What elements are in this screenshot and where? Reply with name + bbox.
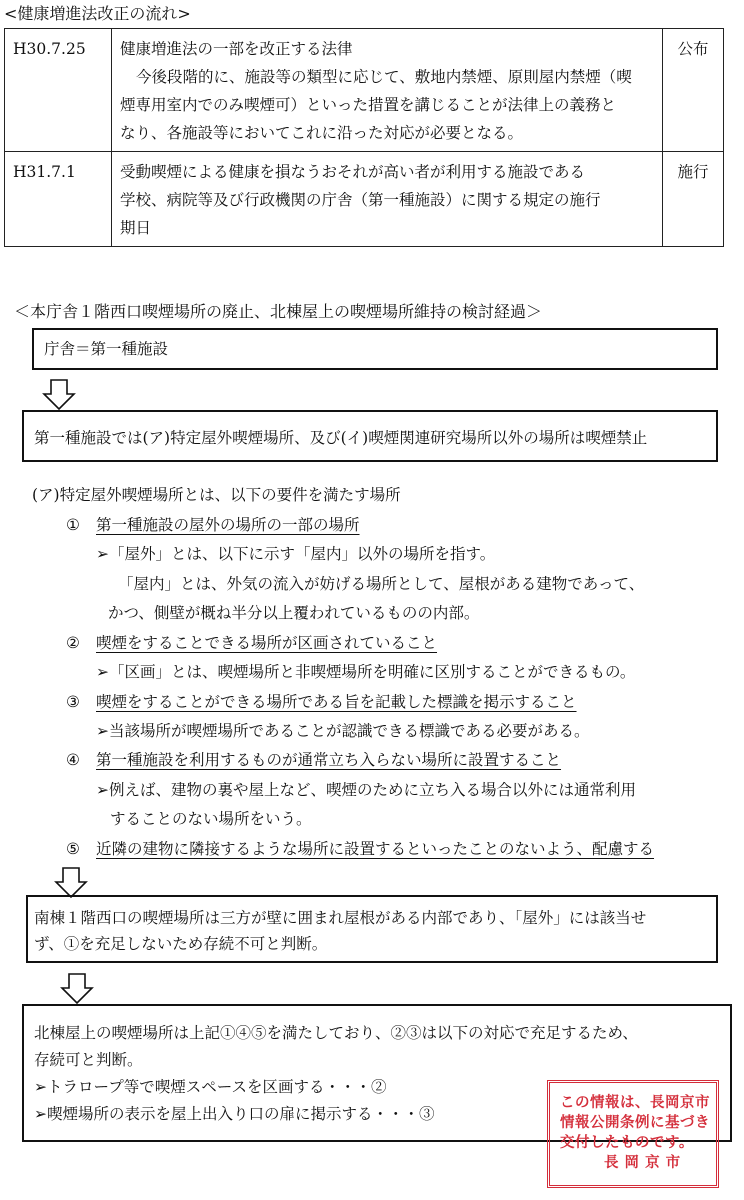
row-content bbox=[112, 152, 663, 247]
section2-title: ＜本庁舎１階西口喫煙場所の廃止、北棟屋上の喫煙場所維持の検討経過＞ bbox=[14, 302, 543, 321]
item-number: ⑤ bbox=[66, 840, 80, 858]
row-status: 公布 bbox=[663, 29, 724, 152]
item-text: 喫煙をすることできる場所が区画されていること bbox=[96, 634, 438, 652]
item-note: ➢「屋外」とは、以下に示す「屋内」以外の場所を指す。 bbox=[96, 545, 496, 563]
item-text: 第一種施設を利用するものが通常立ち入らない場所に設置すること bbox=[96, 751, 562, 769]
item-text: 第一種施設の屋外の場所の一部の場所 bbox=[96, 516, 360, 534]
row-line: 期日 bbox=[120, 219, 152, 237]
item-number: ③ bbox=[66, 693, 80, 711]
item-note: ➢「区画」とは、喫煙場所と非喫煙場所を明確に区別することができるもの。 bbox=[96, 663, 636, 681]
box-premise-text: 庁舎＝第一種施設 bbox=[44, 340, 169, 358]
box-premise bbox=[32, 328, 718, 370]
row-line: 受動喫煙による健康を損なうおそれが高い者が利用する施設である bbox=[120, 163, 586, 181]
item-note: することのない場所をいう。 bbox=[110, 810, 312, 828]
box-line: ず、①を充足しないため存続不可と判断。 bbox=[34, 935, 328, 953]
box-line: ➢喫煙場所の表示を屋上出入り口の扉に掲示する・・・③ bbox=[34, 1105, 435, 1123]
row-line: 健康増進法の一部を改正する法律 bbox=[120, 40, 353, 58]
stamp-line: この情報は、長岡京市 bbox=[560, 1095, 710, 1111]
item-note: 「屋内」とは、外気の流入が妨げる場所として、屋根がある建物であって、 bbox=[118, 575, 645, 593]
box-line: 南棟１階西口の喫煙場所は三方が壁に囲まれ屋根がある内部であり、「屋外」には該当せ bbox=[34, 909, 647, 927]
item-note: ➢例えば、建物の裏や屋上など、喫煙のために立ち入る場合以外には通常利用 bbox=[96, 781, 636, 799]
down-arrow-icon bbox=[60, 972, 94, 1006]
row-date: H30.7.25 bbox=[5, 29, 112, 152]
disclosure-stamp bbox=[547, 1080, 719, 1188]
row-line: 今後段階的に、施設等の類型に応じて、敷地内禁煙、原則屋内禁煙（喫 bbox=[136, 68, 632, 86]
box-line: 存続可と判断。 bbox=[34, 1051, 143, 1069]
stamp-line: 長 岡 京 市 bbox=[604, 1155, 681, 1171]
box-line: ➢トラロープ等で喫煙スペースを区画する・・・② bbox=[34, 1078, 387, 1096]
box-line: 北棟屋上の喫煙場所は上記①④⑤を満たしており、②③は以下の対応で充足するため、 bbox=[34, 1024, 638, 1042]
stamp-line: 交付したものです。 bbox=[560, 1135, 694, 1151]
box-rule bbox=[22, 410, 718, 462]
down-arrow-icon bbox=[42, 378, 76, 412]
table-row bbox=[5, 29, 724, 152]
row-line: 煙専用室内でのみ喫煙可）といった措置を講じることが法律上の義務と bbox=[120, 96, 617, 114]
row-line: なり、各施設等においてこれに沿った対応が必要となる。 bbox=[120, 124, 524, 142]
box-south-conclusion bbox=[26, 895, 718, 963]
item-number: ① bbox=[66, 516, 80, 534]
section1-title: <健康増進法改正の流れ> bbox=[4, 4, 191, 23]
item-text: 喫煙をすることができる場所である旨を記載した標識を掲示すること bbox=[96, 693, 577, 711]
law-revision-table bbox=[4, 28, 724, 247]
item-note: かつ、側壁が概ね半分以上覆われているものの内部。 bbox=[108, 604, 480, 622]
row-date: H31.7.1 bbox=[5, 152, 112, 247]
item-number: ④ bbox=[66, 751, 80, 769]
row-content bbox=[112, 29, 663, 152]
definition-title: (ア)特定屋外喫煙場所とは、以下の要件を満たす場所 bbox=[32, 486, 401, 504]
item-number: ② bbox=[66, 634, 80, 652]
row-line: 学校、病院等及び行政機関の庁舎（第一種施設）に関する規定の施行 bbox=[120, 191, 601, 209]
table-row bbox=[5, 152, 724, 247]
item-text: 近隣の建物に隣接するような場所に設置するといったことのないよう、配慮する bbox=[96, 840, 655, 858]
stamp-line: 情報公開条例に基づき bbox=[560, 1115, 710, 1131]
item-note: ➢当該場所が喫煙場所であることが認識できる標識である必要がある。 bbox=[96, 722, 590, 740]
box-rule-text: 第一種施設では(ア)特定屋外喫煙場所、及び(イ)喫煙関連研究場所以外の場所は喫煙禁止 bbox=[34, 429, 648, 447]
row-status: 施行 bbox=[663, 152, 724, 247]
